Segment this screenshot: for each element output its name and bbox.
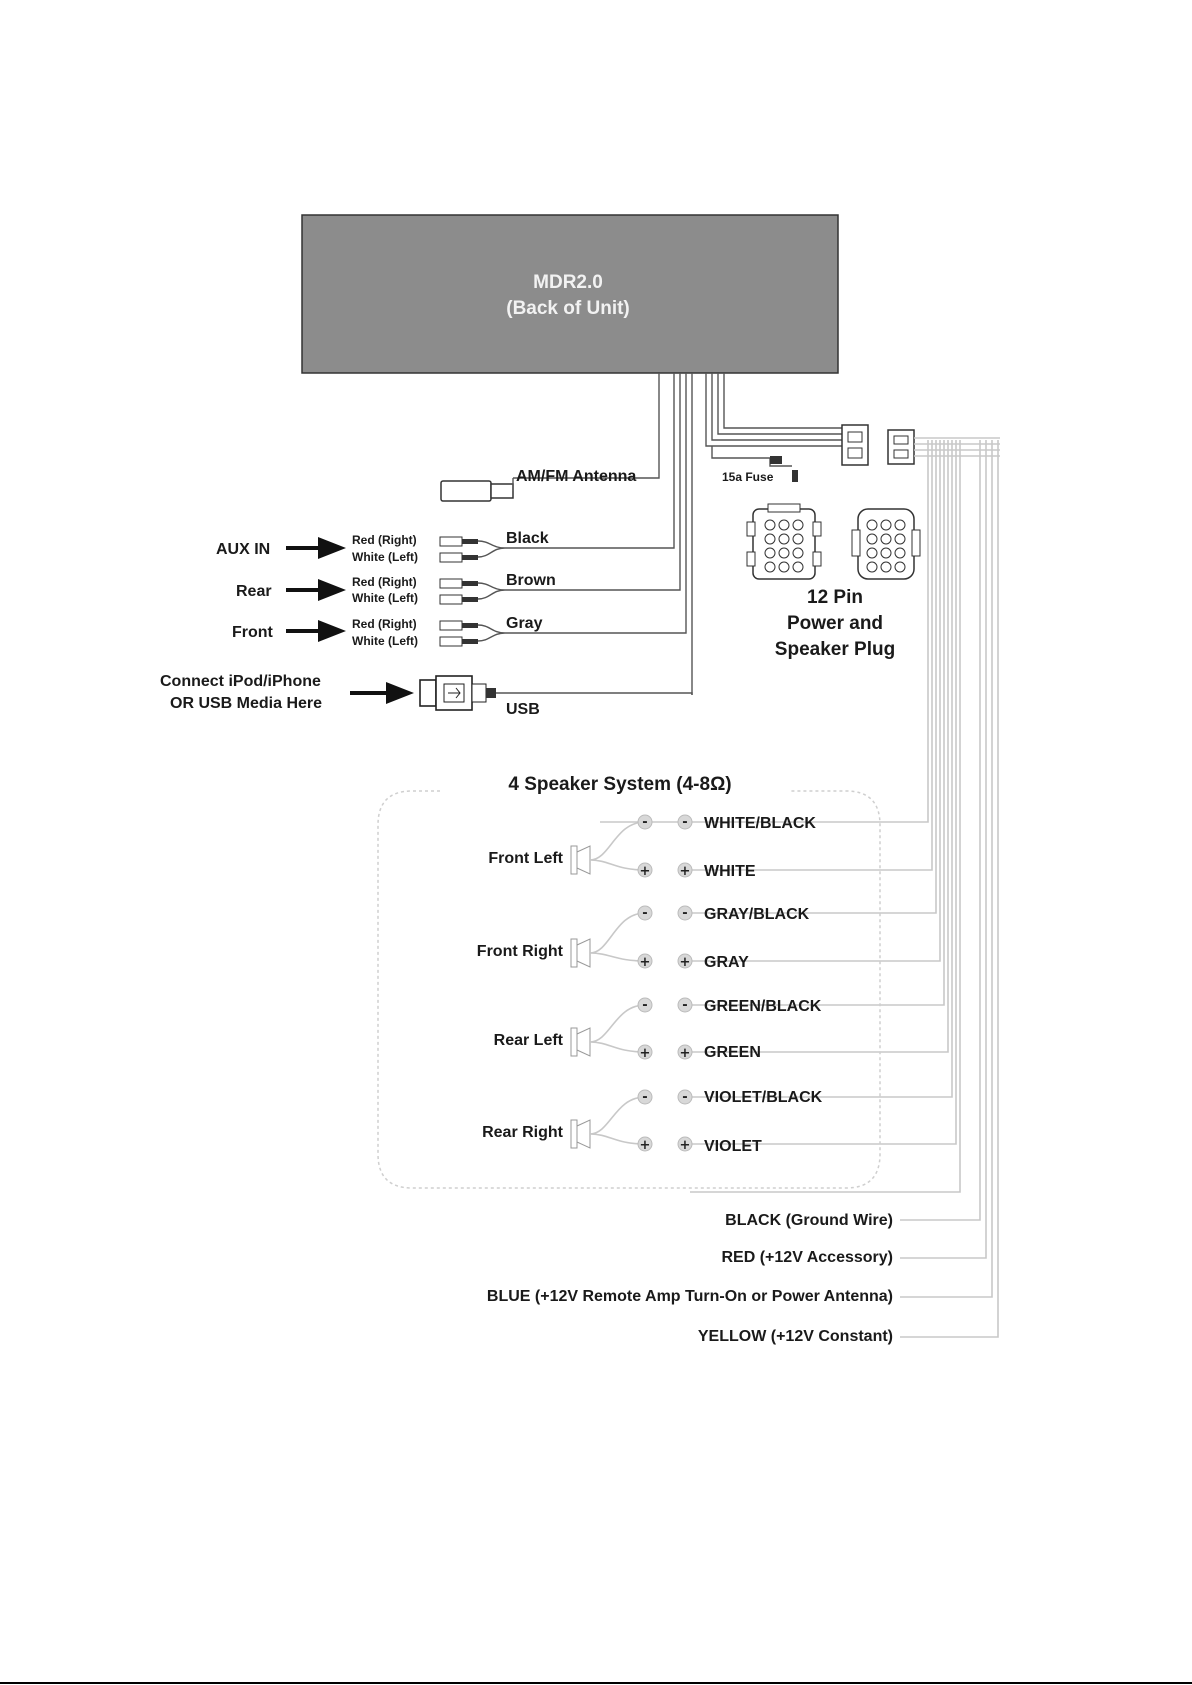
plug-caption [775, 587, 895, 660]
pos-wire: WHITE [704, 863, 756, 880]
pos-symbol: + [679, 955, 691, 970]
rca-name: Front [232, 624, 273, 641]
neg-wire: GREEN/BLACK [704, 998, 822, 1015]
head-unit [302, 215, 838, 373]
rca-left-label: White (Left) [352, 591, 418, 605]
pos-symbol: + [639, 864, 651, 879]
rca-cable: Gray [506, 615, 543, 632]
pos-symbol: + [639, 1046, 651, 1061]
arrow-right-icon [286, 537, 346, 559]
speaker-name: Front Right [476, 943, 563, 960]
neg-symbol: - [682, 906, 688, 921]
usb-input [160, 673, 692, 718]
neg-symbol: - [642, 815, 648, 830]
rca-plug-icon [440, 579, 478, 604]
rca-right-label: Red (Right) [352, 617, 417, 631]
pos-wire: GRAY [704, 954, 749, 971]
pos-wire: GREEN [704, 1044, 761, 1061]
power-connector [842, 425, 1000, 465]
usb-connector-icon [420, 676, 496, 710]
molex-connector-icon [842, 425, 914, 465]
rca-cable: Brown [506, 572, 556, 589]
power-wire-yellow: YELLOW (+12V Constant) [697, 1328, 893, 1345]
pos-symbol: + [639, 1138, 651, 1153]
neg-symbol: - [642, 998, 648, 1013]
antenna [441, 468, 636, 501]
speaker-system-title: 4 Speaker System (4-8Ω) [508, 774, 732, 795]
pos-symbol: + [679, 864, 691, 879]
pos-symbol: + [679, 1138, 691, 1153]
rca-right-label: Red (Right) [352, 533, 417, 547]
speaker-icon [571, 846, 590, 874]
arrow-right-icon [286, 620, 346, 642]
rca-input-front [232, 615, 686, 648]
rca-input-rear [236, 572, 680, 605]
unit-subtitle: (Back of Unit) [506, 298, 630, 319]
usb-label: USB [506, 701, 540, 718]
speaker-name: Rear Left [493, 1032, 563, 1049]
rca-right-label: Red (Right) [352, 575, 417, 589]
connector-face-right [852, 509, 920, 579]
rca-cable: Black [506, 530, 549, 547]
pos-wire: VIOLET [704, 1138, 762, 1155]
plug-line1: 12 Pin [807, 587, 863, 608]
unit-right-wires [706, 373, 842, 466]
fuse [722, 456, 798, 484]
neg-symbol: - [682, 998, 688, 1013]
neg-wire: GRAY/BLACK [704, 906, 810, 923]
rca-name: AUX IN [216, 541, 271, 558]
rca-plug-icon [440, 537, 478, 562]
neg-symbol: - [682, 1090, 688, 1105]
plug-line2: Power and [786, 613, 884, 634]
unit-model: MDR2.0 [533, 272, 603, 293]
rca-name: Rear [236, 583, 272, 600]
speaker-name: Front Left [488, 850, 563, 867]
connector-face-left [747, 504, 821, 579]
speaker-name: Rear Right [482, 1124, 563, 1141]
speaker-rear-right [482, 1089, 823, 1155]
usb-line2: OR USB Media Here [170, 695, 323, 712]
neg-wire: WHITE/BLACK [704, 815, 816, 832]
pos-symbol: + [679, 1046, 691, 1061]
neg-wire: VIOLET/BLACK [704, 1089, 823, 1106]
pos-symbol: + [639, 955, 651, 970]
antenna-plug-icon [441, 481, 513, 501]
fuse-icon [770, 456, 782, 464]
rca-left-label: White (Left) [352, 550, 418, 564]
speaker-system [378, 774, 880, 1188]
speaker-icon [571, 939, 590, 967]
speaker-icon [571, 1120, 590, 1148]
rca-plug-icon [440, 621, 478, 646]
antenna-label: AM/FM Antenna [516, 468, 637, 485]
neg-symbol: - [642, 906, 648, 921]
rca-left-label: White (Left) [352, 634, 418, 648]
speaker-icon [571, 1028, 590, 1056]
usb-line1: Connect iPod/iPhone [160, 673, 321, 690]
power-wire-black: BLACK (Ground Wire) [725, 1212, 893, 1229]
neg-symbol: - [682, 815, 688, 830]
plug-line3: Speaker Plug [774, 639, 896, 660]
rca-input-aux [216, 530, 674, 564]
power-wire-blue: BLUE (+12V Remote Amp Turn-On or Power Antenna) [486, 1288, 893, 1305]
arrow-right-icon [286, 579, 346, 601]
arrow-right-icon [350, 682, 414, 704]
neg-symbol: - [642, 1090, 648, 1105]
power-wires [487, 1212, 893, 1345]
power-wire-red: RED (+12V Accessory) [721, 1249, 893, 1266]
fuse-label: 15a Fuse [722, 470, 774, 484]
page-bottom-rule [0, 1682, 1192, 1684]
